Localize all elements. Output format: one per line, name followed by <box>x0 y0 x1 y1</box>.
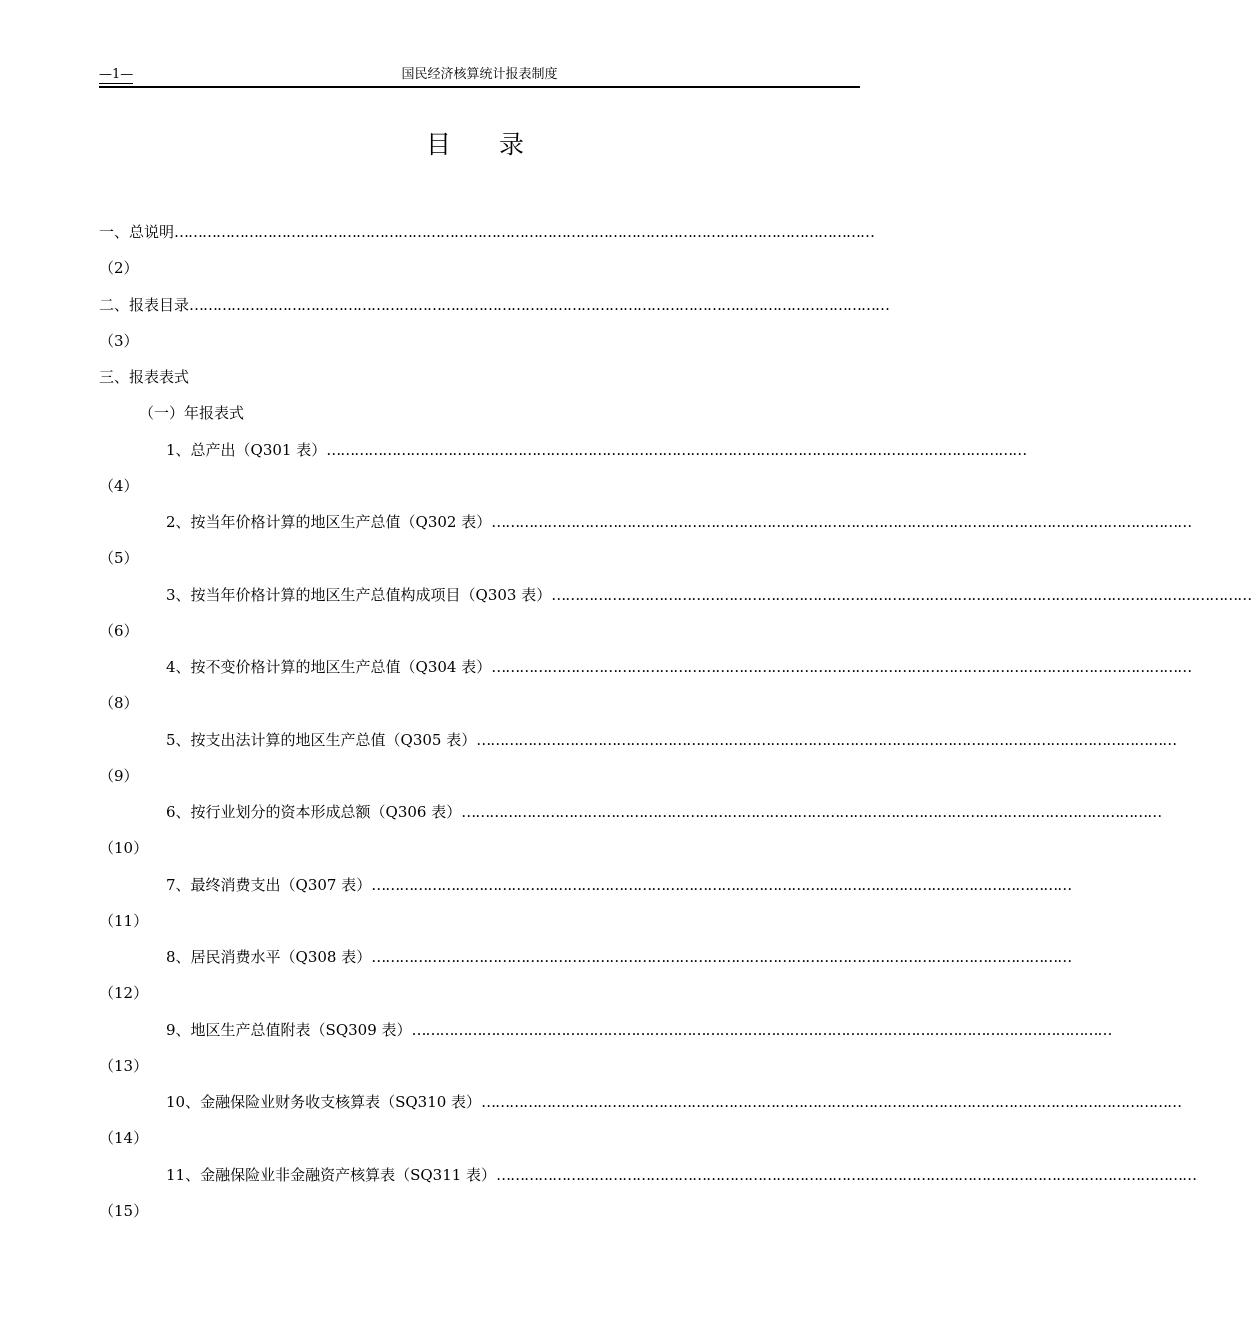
toc-leader-dots: …………………………………………………………………………………………………………………………………… <box>189 295 890 314</box>
toc-entry-label: 6、按行业划分的资本形成总额（Q306 表） <box>166 803 462 821</box>
toc-entry-label: 7、最终消费支出（Q307 表） <box>166 875 372 894</box>
toc-entry-label: 5、按支出法计算的地区生产总值（Q305 表） <box>166 730 477 749</box>
toc-entry-label: 1、总产出（Q301 表） <box>166 440 327 459</box>
toc-entry-q308[interactable] <box>99 943 1072 979</box>
toc-entry-page: （6） <box>99 621 139 640</box>
toc-entry-q304[interactable] <box>99 653 1192 689</box>
toc-entry-sq311[interactable] <box>99 1161 1197 1197</box>
toc-entry-page: （14） <box>99 1129 149 1148</box>
toc-entry-page: （13） <box>99 1056 149 1075</box>
toc-entry-label: 11、金融保险业非金融资产核算表（SQ311 表） <box>166 1165 497 1184</box>
toc-leader-dots: …………………………………………………………………………………………………………………………………… <box>174 223 875 241</box>
toc-leader-dots: …………………………………………………………………………………………………………………………………… <box>491 513 1192 531</box>
toc-subsection-annual-forms[interactable]: （一）年报表式 <box>139 404 245 423</box>
toc-entry-label: 2、按当年价格计算的地区生产总值（Q302 表） <box>166 513 492 531</box>
table-of-contents <box>99 218 1251 1233</box>
toc-leader-dots: …………………………………………………………………………………………………………………………………… <box>411 1020 1112 1039</box>
toc-leader-dots: …………………………………………………………………………………………………………………………………… <box>476 730 1177 749</box>
toc-entry-q305[interactable] <box>99 726 1177 762</box>
toc-entry-q307[interactable] <box>99 871 1072 907</box>
toc-entry-label: 10、金融保险业财务收支核算表（SQ310 表） <box>166 1093 482 1111</box>
page-header <box>99 66 860 88</box>
header-title: 国民经济核算统计报表制度 <box>401 67 558 82</box>
toc-entry-label: 4、按不变价格计算的地区生产总值（Q304 表） <box>166 658 492 676</box>
toc-leader-dots: …………………………………………………………………………………………………………………………………… <box>481 1093 1182 1111</box>
toc-entry-sq309[interactable] <box>99 1016 1112 1052</box>
toc-entry-page: （12） <box>99 984 149 1003</box>
toc-entry-sq310[interactable] <box>99 1088 1182 1124</box>
toc-leader-dots: …………………………………………………………………………………………………………………………………… <box>326 440 1027 459</box>
toc-entry-q303[interactable] <box>99 581 1251 617</box>
toc-leader-dots: …………………………………………………………………………………………………………………………………… <box>491 658 1192 676</box>
toc-entry-page: （11） <box>99 911 149 930</box>
toc-entry-label: 8、居民消费水平（Q308 表） <box>166 948 372 966</box>
toc-entry-label: 3、按当年价格计算的地区生产总值构成项目（Q303 表） <box>166 585 552 604</box>
toc-section-report-forms[interactable]: 三、报表表式 <box>99 368 190 386</box>
toc-entry-page: （9） <box>99 766 139 785</box>
toc-leader-dots: …………………………………………………………………………………………………………………………………… <box>371 875 1072 894</box>
toc-leader-dots: …………………………………………………………………………………………………………………………………… <box>371 948 1072 966</box>
page-number: —1— <box>99 67 134 82</box>
toc-entry-page: （15） <box>99 1201 149 1220</box>
toc-entry-page: （4） <box>99 476 139 495</box>
toc-entry-label: 二、报表目录 <box>99 295 190 314</box>
toc-entry-page: （10） <box>99 839 149 858</box>
toc-entry-page: （2） <box>99 259 139 278</box>
toc-entry-page: （3） <box>99 331 139 350</box>
toc-entry-page: （5） <box>99 549 139 568</box>
toc-entry-q302[interactable] <box>99 508 1192 544</box>
toc-entry-general-description[interactable] <box>99 218 875 254</box>
toc-entry-report-catalog[interactable] <box>99 291 890 327</box>
toc-leader-dots: …………………………………………………………………………………………………………………………………… <box>551 585 1251 604</box>
toc-entry-page: （8） <box>99 694 139 713</box>
toc-leader-dots: …………………………………………………………………………………………………………………………………… <box>461 803 1162 821</box>
toc-entry-label: 一、总说明 <box>99 223 175 241</box>
document-title: 目录 <box>425 130 572 159</box>
toc-entry-label: 9、地区生产总值附表（SQ309 表） <box>166 1020 412 1039</box>
toc-entry-q306[interactable] <box>99 798 1162 834</box>
toc-leader-dots: …………………………………………………………………………………………………………………………………… <box>496 1165 1197 1184</box>
toc-entry-q301[interactable] <box>99 436 1027 472</box>
